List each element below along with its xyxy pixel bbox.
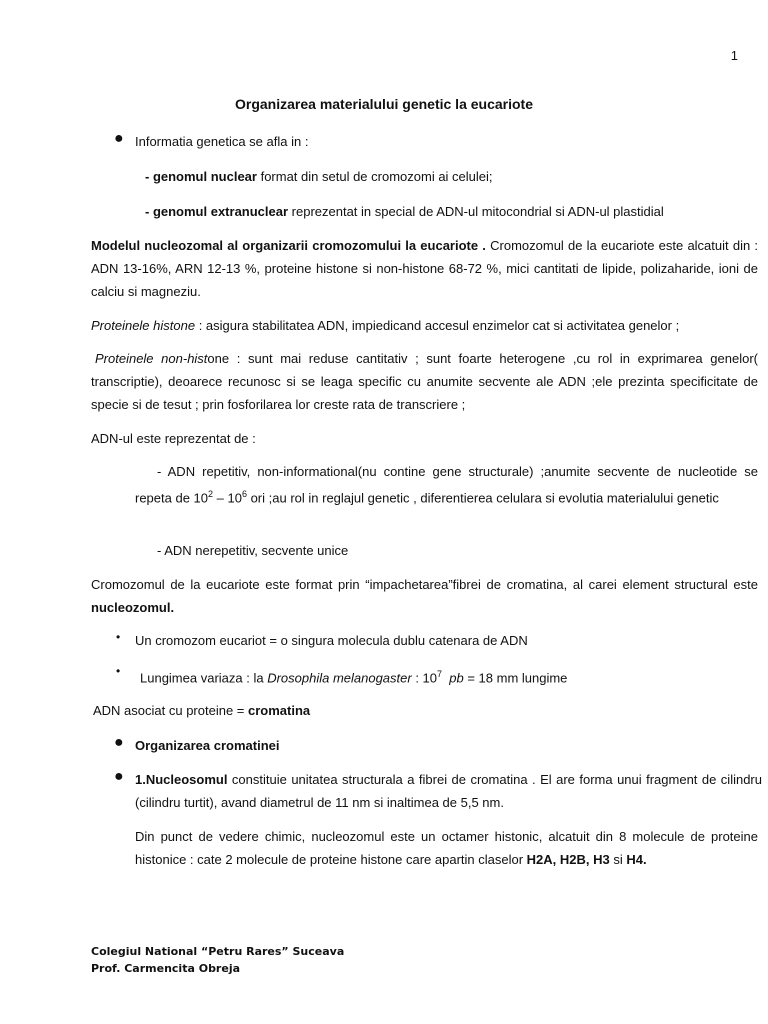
bullet-genetic-info: Informatia genetica se afla in : <box>135 134 309 149</box>
para-nucleosomal-model: Modelul nucleozomal al organizarii cromozomului la eucariote . Cromozomul de la eucariote este alcatuit din : ADN 13-16%, ARN 12-13 %, proteine histone si non-histone 68-72 %, mici cantitati de lipide, polizaharide, ioni de calciu si magneziu. <box>91 238 758 299</box>
para-repetitive-dna: - ADN repetitiv, non-informational(nu contine gene structurale) ;anumite secvente de nucleotide se repeta de $10^2 - 10^6$ ori ;au rol in reglajul genetic , diferentierea celulara si evolutia materialului genetic <box>135 464 758 506</box>
bullet-icon: • <box>116 630 121 644</box>
para-dna-represented: ADN-ul este reprezentat de : <box>91 431 256 446</box>
bullet-nucleosome: 1.Nucleosomul constituie unitatea structurala a fibrei de cromatina . El are forma unui fragment de cilindru (cilindru turtit), avand diametrul de 11 nm si inaltimea de 5,5 nm. <box>135 772 762 810</box>
sub-extranuclear-genome: - genomul extranuclear reprezentat in special de ADN-ul mitocondrial si ADN-ul plastidial <box>145 204 664 219</box>
bullet-eukaryotic-chromosome: Un cromozom eucariot = o singura molecula dublu catenara de ADN <box>135 633 528 648</box>
bullet-icon: ● <box>114 768 124 785</box>
bullet-chromatin-organization: Organizarea cromatinei <box>135 738 280 753</box>
bullet-icon: • <box>116 664 121 678</box>
para-non-histone-proteins: Proteinele non-histone : sunt mai reduse cantitativ ; sunt foarte heterogene ,cu rol in exprimarea genelor( transcriptie), deoarece recunosc si se leaga specific cu anumite secvente ale ADN ;ele prezinta specificitate de specie si de tesut ; prin fosforilarea lor creste rata de transcriere ; <box>91 351 758 412</box>
footer-school: Colegiul National “Petru Rares” Suceava <box>91 945 345 958</box>
para-histone-proteins: Proteinele histone : asigura stabilitatea ADN, impiedicand accesul enzimelor cat si activitatea genelor ; <box>91 318 680 333</box>
page-number: 1 <box>730 48 738 63</box>
para-chromosome-packing: Cromozomul de la eucariote este format prin “impachetarea”fibrei de cromatina, al carei element structural este nucleozomul. <box>91 577 758 615</box>
sub-nuclear-genome: - genomul nuclear format din setul de cromozomi ai celulei; <box>145 169 493 184</box>
footer-author: Prof. Carmencita Obreja <box>91 962 241 975</box>
bullet-length: Lungimea variaza : la Drosophila melanogaster : $10^7$ pb = 18 mm lungime <box>140 669 568 686</box>
footer <box>91 943 344 977</box>
para-chromatin: ADN asociat cu proteine = cromatina <box>93 703 311 718</box>
para-octamer-histone: Din punct de vedere chimic, nucleozomul este un octamer histonic, alcatuit din 8 molecule de proteine histonice : cate 2 molecule de proteine histone care apartin claselor H2A, H2B, H3 si H4. <box>135 829 758 867</box>
page-title: Organizarea materialului genetic la eucariote <box>235 96 533 112</box>
bullet-icon: ● <box>114 130 124 147</box>
para-nonrepetitive-dna: - ADN nerepetitiv, secvente unice <box>157 543 349 558</box>
bullet-icon: ● <box>114 734 124 751</box>
